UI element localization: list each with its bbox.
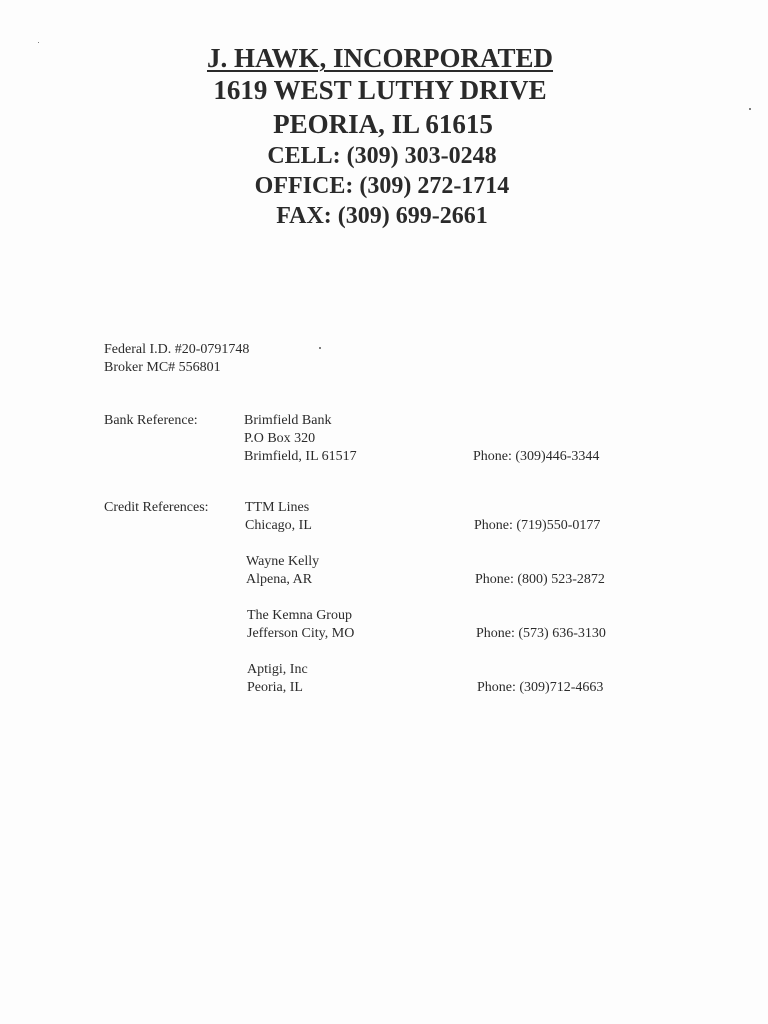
office-phone: OFFICE: (309) 272-1714 bbox=[254, 173, 510, 199]
scan-speck bbox=[319, 347, 321, 349]
credit-reference-city: Alpena, AR bbox=[246, 572, 313, 587]
bank-city: Brimfield, IL 61517 bbox=[244, 449, 357, 464]
bank-name: Brimfield Bank bbox=[244, 413, 332, 428]
bank-reference-block bbox=[244, 412, 357, 466]
credit-reference-name: TTM Lines bbox=[245, 500, 310, 515]
credit-reference-item bbox=[246, 553, 319, 589]
credit-reference-phone: Phone: (309)712-4663 bbox=[477, 680, 604, 695]
cell-phone: CELL: (309) 303-0248 bbox=[267, 143, 497, 169]
street-address: 1619 WEST LUTHY DRIVE bbox=[213, 75, 547, 105]
federal-id: Federal I.D. #20-0791748 bbox=[104, 342, 250, 357]
credit-reference-phone: Phone: (573) 636-3130 bbox=[476, 626, 606, 641]
credit-reference-phone: Phone: (800) 523-2872 bbox=[475, 572, 605, 587]
bank-reference-label: Bank Reference: bbox=[104, 413, 198, 428]
credit-reference-item bbox=[245, 499, 312, 535]
credit-references-label: Credit References: bbox=[104, 500, 209, 515]
credit-reference-name: Wayne Kelly bbox=[246, 554, 320, 569]
credit-reference-name: The Kemna Group bbox=[247, 608, 352, 623]
bank-phone: Phone: (309)446-3344 bbox=[473, 449, 600, 464]
company-name: J. HAWK, INCORPORATED bbox=[206, 43, 554, 73]
credit-reference-city: Chicago, IL bbox=[245, 518, 312, 533]
credit-reference-item bbox=[247, 607, 354, 643]
credit-reference-city: Jefferson City, MO bbox=[247, 626, 355, 641]
fax-number: FAX: (309) 699-2661 bbox=[276, 203, 488, 229]
credit-reference-city: Peoria, IL bbox=[247, 680, 303, 695]
city-state-zip: PEORIA, IL 61615 bbox=[273, 109, 493, 139]
scan-speck bbox=[749, 108, 751, 110]
broker-mc-number: Broker MC# 556801 bbox=[104, 360, 221, 375]
letterhead bbox=[0, 42, 768, 231]
scan-speck bbox=[38, 42, 39, 43]
credit-reference-phone: Phone: (719)550-0177 bbox=[474, 518, 601, 533]
credit-reference-item bbox=[247, 661, 308, 697]
credit-reference-name: Aptigi, Inc bbox=[247, 662, 308, 677]
bank-address: P.O Box 320 bbox=[244, 431, 316, 446]
company-identifiers bbox=[104, 341, 249, 377]
